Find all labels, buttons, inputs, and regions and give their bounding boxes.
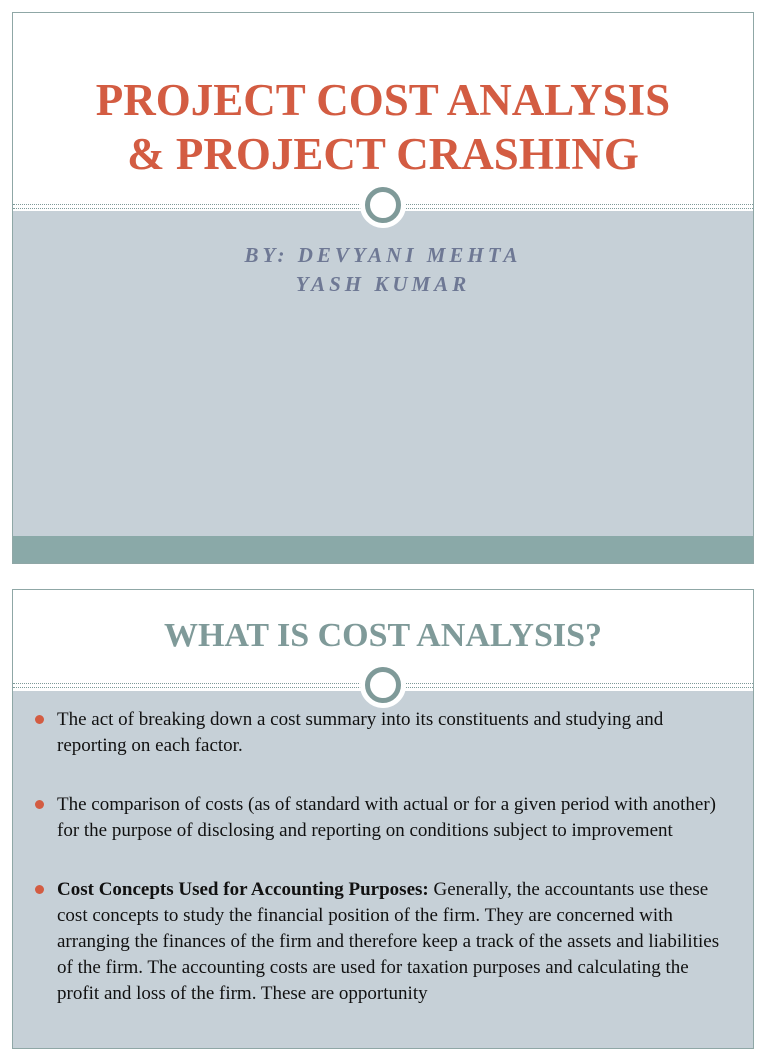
bullet-text: The act of breaking down a cost summary into its constituents and studying and reporting on each factor. [57,709,664,756]
slide-title-line-1: PROJECT COST ANALYSIS [95,75,671,125]
bullet-dot-icon [35,885,44,894]
list-item [33,707,733,759]
ring-divider-icon [360,182,406,228]
bullet-text: The comparison of costs (as of standard with actual or for a given period with another) for the purpose of disclosing and reporting on conditions subject to improvement [57,794,716,841]
list-item [33,792,733,844]
section-title: WHAT IS COST ANALYSIS? [163,617,603,654]
author-line-2: YASH KUMAR [295,272,471,296]
content-slide[interactable] [12,589,754,1049]
bullet-text: Generally, the accountants use these cost concepts to study the financial position of the firm. They are concerned with arranging the finances of the firm and therefore keep a track of the assets and liabilities of the firm. The accounting costs are used for taxation purposes and calculating the profit and loss of the firm. These are opportunity [57,879,720,1004]
footer-bar [13,536,753,563]
slide-title [13,73,753,181]
ring-divider-icon [360,662,406,708]
author-byline [13,241,753,299]
bullet-dot-icon [35,715,44,724]
author-line-1: BY: DEVYANI MEHTA [244,243,522,267]
list-item [33,877,733,1007]
bullet-list [33,707,733,1040]
title-area [13,13,753,203]
slide-title-line-2: & PROJECT CRASHING [127,129,639,179]
title-slide[interactable] [12,12,754,564]
bullet-dot-icon [35,800,44,809]
bullet-heading: Cost Concepts Used for Accounting Purposes: [57,879,429,900]
